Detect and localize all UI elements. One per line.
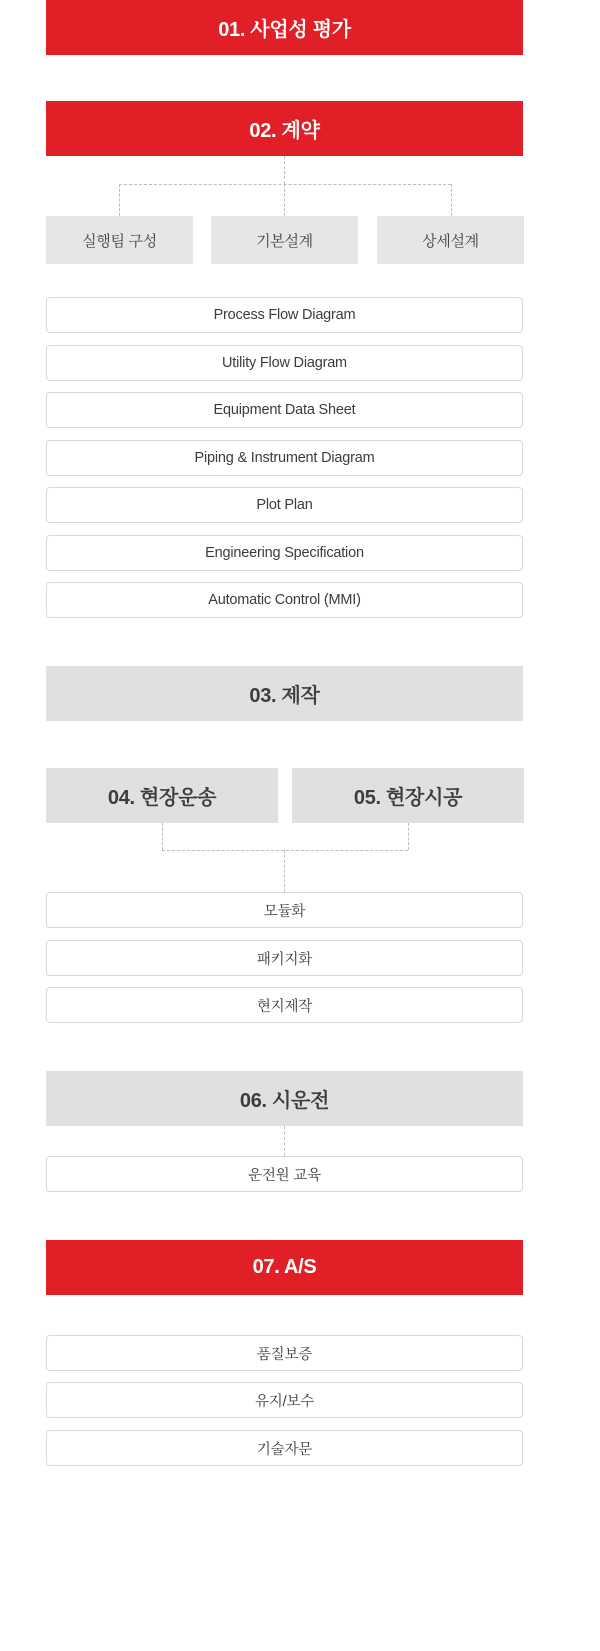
stage-02-label: 02. 계약 bbox=[249, 120, 320, 142]
stage-01-feasibility[interactable] bbox=[46, 0, 523, 55]
stage-01-label: 01. 사업성 평가 bbox=[218, 19, 351, 41]
design-item[interactable] bbox=[46, 582, 523, 618]
design-item[interactable] bbox=[46, 487, 523, 523]
design-item-label: Automatic Control (MMI) bbox=[208, 592, 361, 608]
as-item-label: 품질보증 bbox=[256, 1346, 313, 1363]
as-item-label: 유지/보수 bbox=[254, 1393, 315, 1410]
construction-item[interactable] bbox=[46, 892, 523, 928]
commissioning-item-label: 운전원 교육 bbox=[248, 1167, 321, 1184]
design-item-label: Piping & Instrument Diagram bbox=[194, 450, 375, 466]
design-item[interactable] bbox=[46, 535, 523, 571]
stage-06-label: 06. 시운전 bbox=[239, 1090, 330, 1112]
connector-contract-bus bbox=[119, 184, 451, 185]
stage-02-contract[interactable] bbox=[46, 101, 523, 156]
stage-04-site-transport[interactable] bbox=[46, 768, 278, 823]
stage-07-label: 07. A/S bbox=[252, 1256, 317, 1278]
subgroup-basic-design-label: 기본설계 bbox=[256, 232, 313, 250]
construction-item-label: 모듈화 bbox=[263, 903, 306, 920]
commissioning-item[interactable] bbox=[46, 1156, 523, 1192]
stage-05-site-construction[interactable] bbox=[292, 768, 524, 823]
connector-site-stem bbox=[284, 850, 285, 892]
design-item[interactable] bbox=[46, 440, 523, 476]
as-item-label: 기술자문 bbox=[256, 1441, 313, 1458]
stage-03-label: 03. 제작 bbox=[249, 685, 320, 707]
connector-contract-stem bbox=[284, 156, 285, 184]
connector-contract-branch-2 bbox=[284, 184, 285, 216]
stage-07-after-service[interactable] bbox=[46, 1240, 523, 1295]
connector-commissioning-stem bbox=[284, 1126, 285, 1156]
stage-04-label: 04. 현장운송 bbox=[107, 787, 217, 809]
construction-item[interactable] bbox=[46, 987, 523, 1023]
as-item[interactable] bbox=[46, 1335, 523, 1371]
design-item-label: Plot Plan bbox=[256, 497, 313, 513]
design-item-label: Utility Flow Diagram bbox=[222, 355, 347, 371]
subgroup-basic-design[interactable] bbox=[211, 216, 358, 264]
design-item-label: Process Flow Diagram bbox=[213, 307, 356, 323]
stage-03-manufacturing[interactable] bbox=[46, 666, 523, 721]
stage-05-label: 05. 현장시공 bbox=[353, 787, 463, 809]
as-item[interactable] bbox=[46, 1430, 523, 1466]
connector-contract-branch-3 bbox=[451, 184, 452, 216]
connector-contract-branch-1 bbox=[119, 184, 120, 216]
connector-site-branch-right bbox=[408, 823, 409, 850]
design-item-label: Engineering Specification bbox=[205, 545, 364, 561]
design-item-label: Equipment Data Sheet bbox=[213, 402, 356, 418]
subgroup-detail-design[interactable] bbox=[377, 216, 524, 264]
construction-item-label: 현지제작 bbox=[256, 998, 313, 1015]
stage-06-commissioning[interactable] bbox=[46, 1071, 523, 1126]
connector-site-bus bbox=[162, 850, 408, 851]
design-item[interactable] bbox=[46, 297, 523, 333]
construction-item[interactable] bbox=[46, 940, 523, 976]
connector-site-branch-left bbox=[162, 823, 163, 850]
design-item[interactable] bbox=[46, 345, 523, 381]
subgroup-detail-design-label: 상세설계 bbox=[422, 232, 479, 250]
subgroup-execution-team-label: 실행팀 구성 bbox=[82, 232, 157, 250]
subgroup-execution-team[interactable] bbox=[46, 216, 193, 264]
as-item[interactable] bbox=[46, 1382, 523, 1418]
design-item[interactable] bbox=[46, 392, 523, 428]
construction-item-label: 패키지화 bbox=[256, 951, 313, 968]
